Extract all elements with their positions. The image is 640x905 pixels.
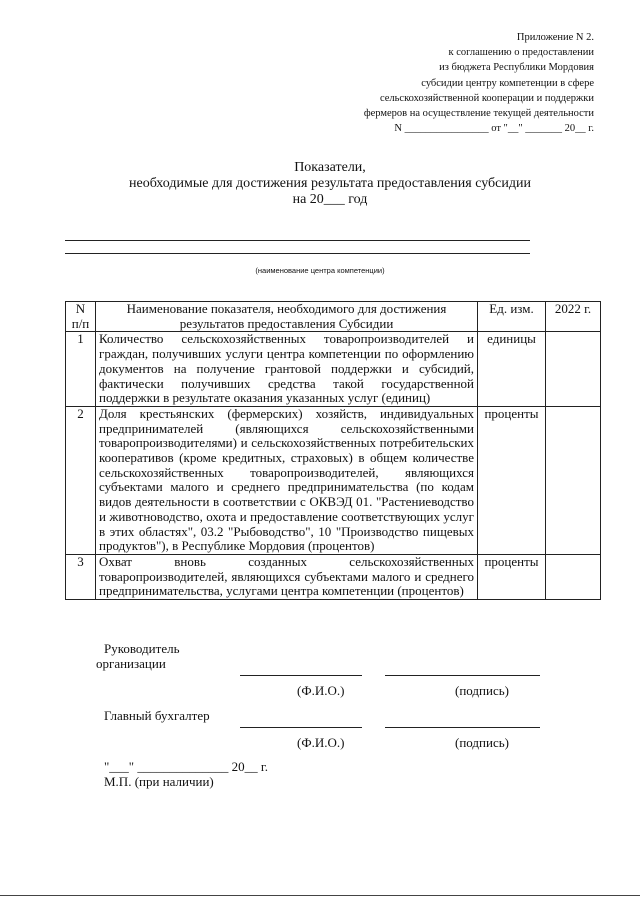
appendix-line: из бюджета Республики Мордовия (439, 62, 594, 74)
center-name-line-2 (65, 253, 530, 254)
table-row (66, 554, 601, 599)
appendix-line: субсидии центру компетенции в сфере (421, 77, 594, 89)
accountant-sign-line (385, 727, 540, 728)
row-unit: единицы (478, 332, 546, 407)
table-row (66, 406, 601, 554)
row-num: 2 (66, 406, 96, 554)
title-line: на 20___ год (292, 192, 368, 207)
page-bottom-rule (0, 895, 640, 896)
head-label-line1: Руководитель (104, 641, 180, 656)
appendix-line: к соглашению о предоставлении (448, 47, 594, 59)
appendix-header (294, 30, 594, 136)
header-name: Наименование показателя, необходимого для достижения результатов предоставления Субсидии (96, 302, 478, 332)
row-value (546, 554, 601, 599)
row-unit: проценты (478, 406, 546, 554)
header-unit: Ед. изм. (478, 302, 546, 332)
date-field: "___" ______________ 20__ г. (104, 759, 268, 774)
row-value (546, 332, 601, 407)
row-unit: проценты (478, 554, 546, 599)
accountant-sign-caption: (подпись) (455, 735, 509, 750)
table-row (66, 332, 601, 407)
document-title (60, 160, 600, 208)
header-year: 2022 г. (546, 302, 601, 332)
table-header-row (66, 302, 601, 332)
appendix-line: сельскохозяйственной кооперации и поддержки (379, 92, 594, 104)
accountant-fio-caption: (Ф.И.О.) (297, 735, 345, 750)
head-label-line2: организации (96, 656, 166, 671)
row-num: 1 (66, 332, 96, 407)
title-line: необходимые для достижения результата предоставления субсидии (129, 176, 531, 191)
row-num: 3 (66, 554, 96, 599)
row-name: Доля крестьянских (фермерских) хозяйств, индивидуальных предпринимателей (являющихся сельскохозяйственными товаропроизводителями) и сельскохозяйственных потребительских кооперативов (кроме кредитных, страховых) в общем количестве сельскохозяйственных товаропроизводителей, являющихся субъектами малого и среднего предпринимательства (по кодам видов деятельности в соответствии с ОКВЭД 01. "Растениеводство и животноводство, охота и предоставление соответствующих услуг в этих областях", 03.2 "Рыбоводство", 10 "Производство пищевых продуктов"), в Республике Мордовия (процентов) (96, 406, 478, 554)
appendix-line: Приложение N 2. (516, 32, 594, 43)
indicators-table (65, 301, 601, 600)
row-value (546, 406, 601, 554)
row-name: Охват вновь созданных сельскохозяйственных товаропроизводителей, являющихся субъектами малого и среднего предпринимательства, услугами центра компетенции (процентов) (96, 554, 478, 599)
head-fio-caption: (Ф.И.О.) (297, 683, 345, 698)
head-sign-line (385, 675, 540, 676)
title-line: Показатели, (294, 160, 366, 175)
appendix-line: фермеров на осуществление текущей деятельности (363, 108, 594, 120)
head-sign-caption: (подпись) (455, 683, 509, 698)
center-name-line-1 (65, 240, 530, 241)
head-fio-line (240, 675, 362, 676)
appendix-line: N ________________ от "__" _______ 20__ г. (394, 123, 594, 135)
center-name-caption: (наименование центра компетенции) (255, 266, 385, 275)
header-num: N п/п (66, 302, 96, 332)
accountant-fio-line (240, 727, 362, 728)
accountant-label: Главный бухгалтер (104, 708, 210, 723)
stamp-note: М.П. (при наличии) (104, 774, 214, 789)
row-name: Количество сельскохозяйственных товаропроизводителей и граждан, получивших услуги центра компетенции по оформлению документов на получение грантовой поддержки и субсидий, фактически получивших средства такой государственной поддержки в результате оказания указанных услуг (единиц) (96, 332, 478, 407)
